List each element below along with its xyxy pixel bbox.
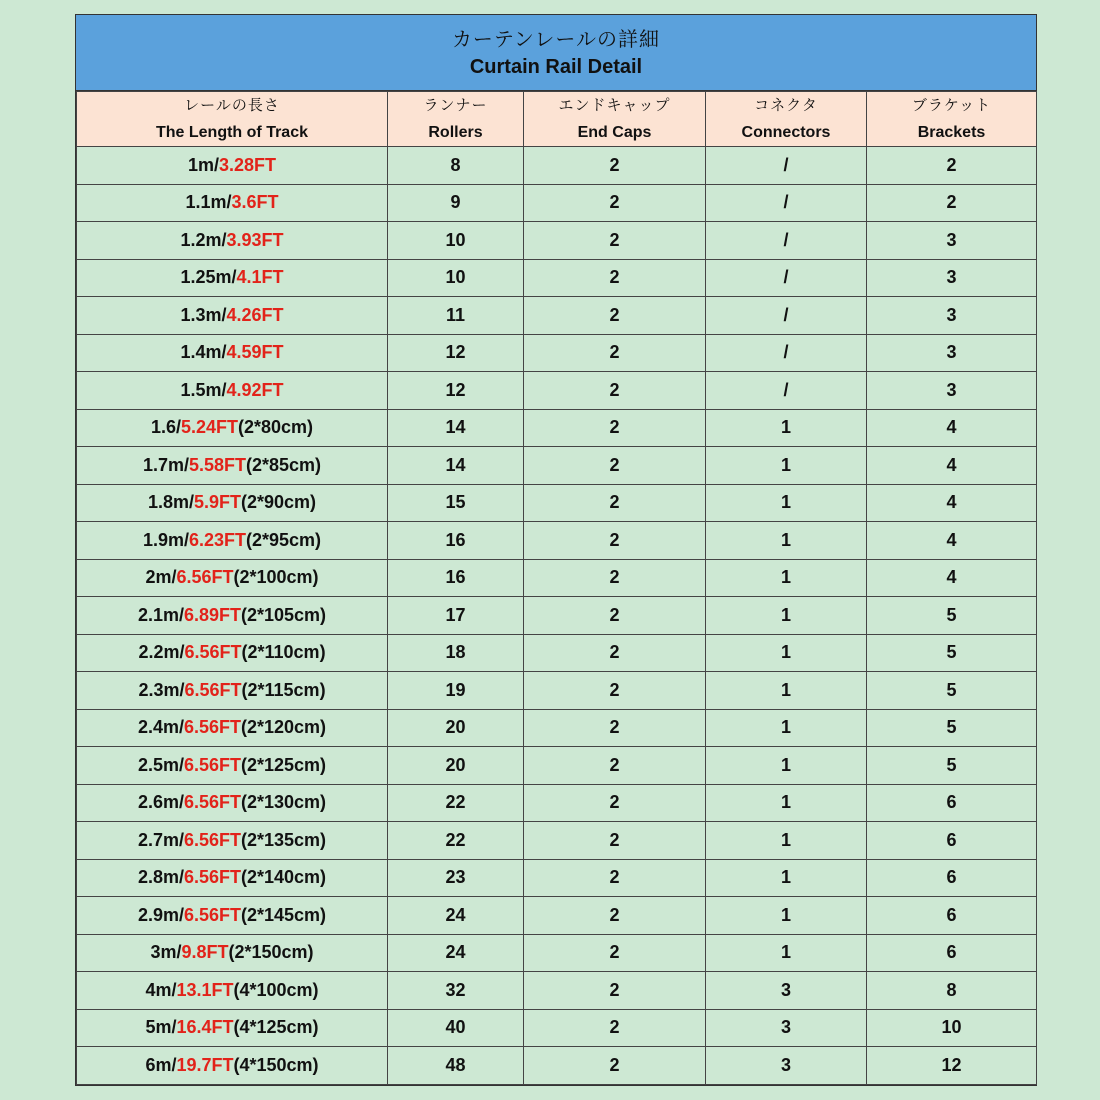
length-split: (4*125cm)	[233, 1017, 319, 1038]
length-feet: 3.28FT	[219, 154, 277, 175]
length-feet: 4.92FT	[226, 379, 284, 400]
table-row	[77, 784, 1037, 822]
table-row	[77, 709, 1037, 747]
end-caps-cell: 2	[524, 972, 706, 1010]
length-meters: 1.3m/	[180, 304, 227, 325]
table-row	[77, 297, 1037, 335]
rollers-cell: 32	[388, 972, 524, 1010]
connectors-cell: /	[706, 184, 867, 222]
brackets-cell: 4	[867, 447, 1037, 485]
header-rollers	[388, 92, 524, 147]
length-feet: 16.4FT	[176, 1017, 234, 1038]
brackets-cell: 6	[867, 897, 1037, 935]
connectors-cell: 1	[706, 747, 867, 785]
length-cell	[77, 447, 388, 485]
length-feet: 4.1FT	[236, 267, 284, 288]
brackets-cell: 3	[867, 372, 1037, 410]
brackets-cell: 6	[867, 934, 1037, 972]
brackets-cell: 4	[867, 559, 1037, 597]
length-cell	[77, 147, 388, 185]
end-caps-cell: 2	[524, 747, 706, 785]
header-end-caps-jp: エンドキャップ	[558, 96, 671, 114]
rollers-cell: 48	[388, 1047, 524, 1085]
connectors-cell: /	[706, 334, 867, 372]
length-feet: 6.23FT	[188, 529, 246, 550]
length-meters: 2.3m/	[138, 679, 185, 700]
rollers-cell: 24	[388, 897, 524, 935]
brackets-cell: 3	[867, 334, 1037, 372]
length-cell	[77, 897, 388, 935]
brackets-cell: 4	[867, 409, 1037, 447]
length-meters: 1.2m/	[180, 229, 227, 250]
header-connectors	[706, 92, 867, 147]
table-row	[77, 184, 1037, 222]
length-meters: 1.4m/	[180, 342, 227, 363]
connectors-cell: /	[706, 147, 867, 185]
table-row	[77, 597, 1037, 635]
rollers-cell: 12	[388, 372, 524, 410]
header-brackets-en: Brackets	[917, 124, 986, 141]
length-meters: 4m/	[145, 979, 177, 1000]
brackets-cell: 12	[867, 1047, 1037, 1085]
table-row	[77, 672, 1037, 710]
rollers-cell: 19	[388, 672, 524, 710]
connectors-cell: 1	[706, 897, 867, 935]
end-caps-cell: 2	[524, 709, 706, 747]
connectors-cell: 1	[706, 484, 867, 522]
brackets-cell: 3	[867, 222, 1037, 260]
length-meters: 2.8m/	[137, 867, 184, 888]
length-feet: 9.8FT	[181, 942, 229, 963]
table-row	[77, 522, 1037, 560]
end-caps-cell: 2	[524, 484, 706, 522]
table-row	[77, 372, 1037, 410]
brackets-cell: 8	[867, 972, 1037, 1010]
table-row	[77, 1009, 1037, 1047]
end-caps-cell: 2	[524, 859, 706, 897]
rollers-cell: 10	[388, 259, 524, 297]
table-header	[77, 92, 1037, 147]
length-meters: 2.5m/	[137, 754, 184, 775]
connectors-cell: 1	[706, 784, 867, 822]
rail-detail-table	[76, 91, 1037, 1085]
rollers-cell: 24	[388, 934, 524, 972]
header-connectors-en: Connectors	[741, 124, 831, 141]
connectors-cell: /	[706, 297, 867, 335]
length-meters: 1.8m/	[147, 492, 194, 513]
rollers-cell: 16	[388, 522, 524, 560]
end-caps-cell: 2	[524, 559, 706, 597]
title-japanese: カーテンレールの詳細	[451, 26, 661, 51]
length-cell	[77, 934, 388, 972]
header-rollers-en: Rollers	[428, 124, 483, 141]
length-split: (2*85cm)	[246, 454, 322, 475]
end-caps-cell: 2	[524, 597, 706, 635]
length-cell	[77, 634, 388, 672]
end-caps-cell: 2	[524, 447, 706, 485]
brackets-cell: 5	[867, 634, 1037, 672]
brackets-cell: 6	[867, 822, 1037, 860]
length-split: (2*115cm)	[241, 679, 326, 700]
table-row	[77, 822, 1037, 860]
length-meters: 1.5m/	[180, 379, 227, 400]
connectors-cell: 1	[706, 559, 867, 597]
table-body	[77, 147, 1037, 1085]
length-split: (2*140cm)	[241, 867, 327, 888]
connectors-cell: 1	[706, 597, 867, 635]
connectors-cell: /	[706, 259, 867, 297]
length-split: (2*80cm)	[238, 417, 314, 438]
end-caps-cell: 2	[524, 897, 706, 935]
length-feet: 6.56FT	[183, 754, 241, 775]
length-feet: 6.56FT	[184, 642, 242, 663]
connectors-cell: 1	[706, 634, 867, 672]
length-split: (2*95cm)	[246, 529, 322, 550]
brackets-cell: 3	[867, 297, 1037, 335]
length-cell	[77, 522, 388, 560]
length-feet: 6.56FT	[184, 679, 242, 700]
length-feet: 5.58FT	[188, 454, 246, 475]
length-cell	[77, 784, 388, 822]
length-feet: 4.26FT	[226, 304, 284, 325]
rollers-cell: 10	[388, 222, 524, 260]
header-length	[77, 92, 388, 147]
table-row	[77, 747, 1037, 785]
connectors-cell: 1	[706, 934, 867, 972]
rollers-cell: 20	[388, 709, 524, 747]
length-feet: 6.56FT	[183, 792, 241, 813]
end-caps-cell: 2	[524, 297, 706, 335]
connectors-cell: /	[706, 372, 867, 410]
length-split: (2*125cm)	[241, 754, 327, 775]
length-cell	[77, 1047, 388, 1085]
connectors-cell: 3	[706, 972, 867, 1010]
brackets-cell: 5	[867, 747, 1037, 785]
connectors-cell: 1	[706, 409, 867, 447]
end-caps-cell: 2	[524, 1047, 706, 1085]
length-cell	[77, 409, 388, 447]
brackets-cell: 5	[867, 597, 1037, 635]
length-meters: 2.1m/	[137, 604, 184, 625]
rollers-cell: 17	[388, 597, 524, 635]
brackets-cell: 4	[867, 522, 1037, 560]
length-meters: 2.9m/	[137, 904, 184, 925]
connectors-cell: 3	[706, 1047, 867, 1085]
end-caps-cell: 2	[524, 372, 706, 410]
length-cell	[77, 484, 388, 522]
end-caps-cell: 2	[524, 1009, 706, 1047]
length-meters: 2.2m/	[138, 642, 185, 663]
end-caps-cell: 2	[524, 522, 706, 560]
length-feet: 4.59FT	[226, 342, 284, 363]
rollers-cell: 22	[388, 822, 524, 860]
table-row	[77, 259, 1037, 297]
end-caps-cell: 2	[524, 147, 706, 185]
table-row	[77, 409, 1037, 447]
length-feet: 3.6FT	[231, 192, 279, 213]
connectors-cell: 1	[706, 447, 867, 485]
brackets-cell: 5	[867, 709, 1037, 747]
title-block	[76, 15, 1036, 91]
length-cell	[77, 259, 388, 297]
header-length-en: The Length of Track	[155, 124, 308, 141]
length-meters: 1.7m/	[142, 454, 189, 475]
table-row	[77, 447, 1037, 485]
length-meters: 2.6m/	[137, 792, 184, 813]
brackets-cell: 6	[867, 784, 1037, 822]
rollers-cell: 11	[388, 297, 524, 335]
brackets-cell: 6	[867, 859, 1037, 897]
end-caps-cell: 2	[524, 822, 706, 860]
length-cell	[77, 559, 388, 597]
end-caps-cell: 2	[524, 634, 706, 672]
length-meters: 1.6/	[150, 417, 181, 438]
brackets-cell: 2	[867, 184, 1037, 222]
table-row	[77, 934, 1037, 972]
length-meters: 2m/	[145, 567, 177, 588]
length-feet: 6.89FT	[183, 604, 241, 625]
length-split: (2*110cm)	[241, 642, 326, 663]
length-feet: 3.93FT	[226, 229, 284, 250]
length-feet: 13.1FT	[176, 979, 234, 1000]
brackets-cell: 5	[867, 672, 1037, 710]
length-cell	[77, 372, 388, 410]
rollers-cell: 23	[388, 859, 524, 897]
length-cell	[77, 222, 388, 260]
length-meters: 5m/	[145, 1017, 177, 1038]
length-cell	[77, 297, 388, 335]
length-feet: 6.56FT	[183, 867, 241, 888]
header-brackets-jp: ブラケット	[911, 96, 992, 114]
length-split: (2*135cm)	[241, 829, 327, 850]
rollers-cell: 16	[388, 559, 524, 597]
table-row	[77, 147, 1037, 185]
table-row	[77, 634, 1037, 672]
rollers-cell: 8	[388, 147, 524, 185]
table-row	[77, 1047, 1037, 1085]
length-cell	[77, 184, 388, 222]
length-cell	[77, 747, 388, 785]
length-feet: 6.56FT	[176, 567, 234, 588]
curtain-rail-detail-sheet	[75, 14, 1037, 1086]
table-row	[77, 972, 1037, 1010]
end-caps-cell: 2	[524, 409, 706, 447]
connectors-cell: 1	[706, 859, 867, 897]
length-split: (2*90cm)	[241, 492, 317, 513]
length-split: (4*100cm)	[233, 979, 319, 1000]
table-row	[77, 334, 1037, 372]
length-cell	[77, 822, 388, 860]
rollers-cell: 22	[388, 784, 524, 822]
header-brackets	[867, 92, 1037, 147]
connectors-cell: 1	[706, 522, 867, 560]
length-cell	[77, 859, 388, 897]
brackets-cell: 3	[867, 259, 1037, 297]
length-meters: 2.7m/	[137, 829, 184, 850]
length-meters: 3m/	[150, 942, 182, 963]
end-caps-cell: 2	[524, 784, 706, 822]
connectors-cell: 1	[706, 709, 867, 747]
length-feet: 5.9FT	[193, 492, 241, 513]
length-feet: 6.56FT	[183, 829, 241, 850]
rollers-cell: 12	[388, 334, 524, 372]
header-row	[77, 92, 1037, 147]
header-rollers-jp: ランナー	[423, 96, 488, 114]
brackets-cell: 2	[867, 147, 1037, 185]
length-cell	[77, 334, 388, 372]
length-feet: 5.24FT	[180, 417, 238, 438]
length-feet: 19.7FT	[176, 1054, 234, 1075]
length-meters: 1.1m/	[185, 192, 232, 213]
length-cell	[77, 597, 388, 635]
length-split: (4*150cm)	[233, 1054, 319, 1075]
rollers-cell: 14	[388, 447, 524, 485]
length-split: (2*105cm)	[241, 604, 327, 625]
length-meters: 2.4m/	[137, 717, 184, 738]
brackets-cell: 4	[867, 484, 1037, 522]
length-cell	[77, 1009, 388, 1047]
length-cell	[77, 709, 388, 747]
length-split: (2*150cm)	[228, 942, 314, 963]
table-row	[77, 859, 1037, 897]
length-meters: 1.9m/	[142, 529, 189, 550]
length-cell	[77, 972, 388, 1010]
connectors-cell: 1	[706, 822, 867, 860]
rollers-cell: 14	[388, 409, 524, 447]
table-row	[77, 897, 1037, 935]
table-row	[77, 559, 1037, 597]
length-meters: 1m/	[187, 154, 219, 175]
end-caps-cell: 2	[524, 672, 706, 710]
length-split: (2*145cm)	[241, 904, 327, 925]
length-feet: 6.56FT	[183, 717, 241, 738]
header-end-caps-en: End Caps	[577, 124, 652, 141]
brackets-cell: 10	[867, 1009, 1037, 1047]
connectors-cell: /	[706, 222, 867, 260]
table-row	[77, 484, 1037, 522]
length-meters: 6m/	[145, 1054, 177, 1075]
end-caps-cell: 2	[524, 259, 706, 297]
end-caps-cell: 2	[524, 334, 706, 372]
length-split: (2*120cm)	[241, 717, 327, 738]
end-caps-cell: 2	[524, 222, 706, 260]
length-split: (2*100cm)	[233, 567, 319, 588]
end-caps-cell: 2	[524, 934, 706, 972]
rollers-cell: 40	[388, 1009, 524, 1047]
rollers-cell: 20	[388, 747, 524, 785]
length-split: (2*130cm)	[241, 792, 327, 813]
title-english: Curtain Rail Detail	[469, 55, 643, 78]
rollers-cell: 15	[388, 484, 524, 522]
length-feet: 6.56FT	[183, 904, 241, 925]
length-cell	[77, 672, 388, 710]
header-connectors-jp: コネクタ	[754, 96, 818, 114]
header-end-caps	[524, 92, 706, 147]
connectors-cell: 1	[706, 672, 867, 710]
rollers-cell: 18	[388, 634, 524, 672]
table-row	[77, 222, 1037, 260]
connectors-cell: 3	[706, 1009, 867, 1047]
header-length-jp: レールの長さ	[184, 96, 280, 114]
end-caps-cell: 2	[524, 184, 706, 222]
rollers-cell: 9	[388, 184, 524, 222]
length-meters: 1.25m/	[180, 267, 237, 288]
